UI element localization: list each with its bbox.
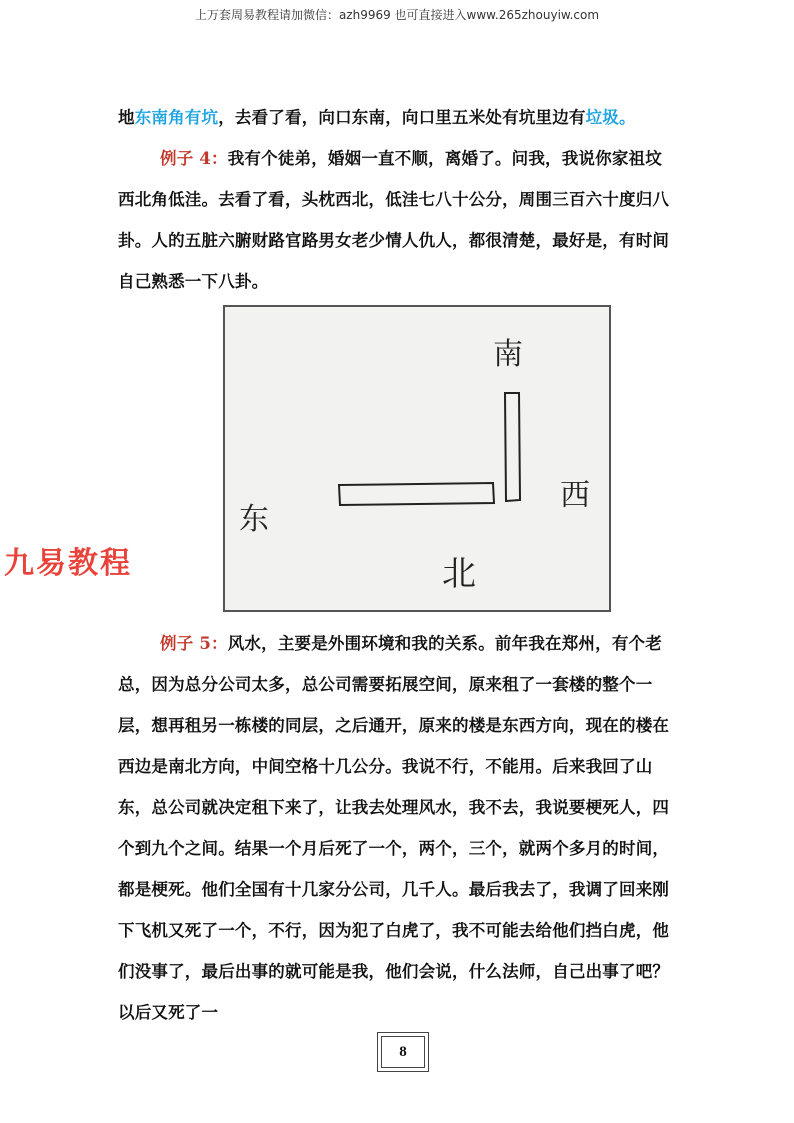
example-label: 例子 5： [160,634,228,653]
highlight-text: 垃圾。 [585,108,636,127]
text: ，去看了看，向口东南，向口里五米处有坑里边有 [218,108,586,127]
paragraph-continuation [118,97,678,138]
page-number-box [377,1032,429,1072]
paragraph-text: 风水，主要是外围环境和我的关系。前年我在郑州，有个老总，因为总分公司太多，总公司需要拓展空间，原来租了一套楼的整个一层，想再租另一栋楼的同层，之后通开，原来的楼是东西方向，现在的楼在西边是南北方向，中间空格十几公分。我说不行，不能用。后来我回了山东，总公司就决定租下来了，让我去处理风水，我不去，我说要梗死人，四个到九个之间。结果一个月后死了一个，两个，三个，就两个多月的时间，都是梗死。他们全国有十几家分公司，几千人。最后我去了，我调了回来刚下飞机又死了一个，不行，因为犯了白虎了，我不可能去给他们挡白虎，他们没事了，最后出事的就可能是我，他们会说，什么法师，自己出事了吧？以后又死了一 [118,634,670,1022]
horizontal-building-outline [339,483,494,505]
label-west: 西 [560,478,590,513]
sketch-drawing [225,307,609,610]
vertical-building-outline [505,393,520,501]
paragraph-example-4 [118,138,678,302]
example-label: 例子 4： [160,149,228,168]
page-number: 8 [381,1036,425,1068]
page-header: 上万套周易教程请加微信：azh9969 也可直接进入www.265zhouyiw.com [194,8,600,22]
label-south: 南 [493,337,523,372]
paragraph-text: 我有个徒弟，婚姻一直不顺，离婚了。问我，我说你家祖坟西北角低洼。去看了看，头枕西北，低洼七八十公分，周围三百六十度归八卦。人的五脏六腑财路官路男女老少情人仇人，都很清楚，最好是，有时间自己熟悉一下八卦。 [118,149,670,291]
label-north: 北 [442,554,476,594]
label-east: 东 [239,502,269,537]
watermark-logo: 九易教程 [4,546,132,581]
highlight-text: 东南角有坑 [134,108,219,127]
paragraph-example-5 [118,623,678,1033]
text: 地 [118,108,135,127]
hand-drawn-sketch [223,305,611,612]
